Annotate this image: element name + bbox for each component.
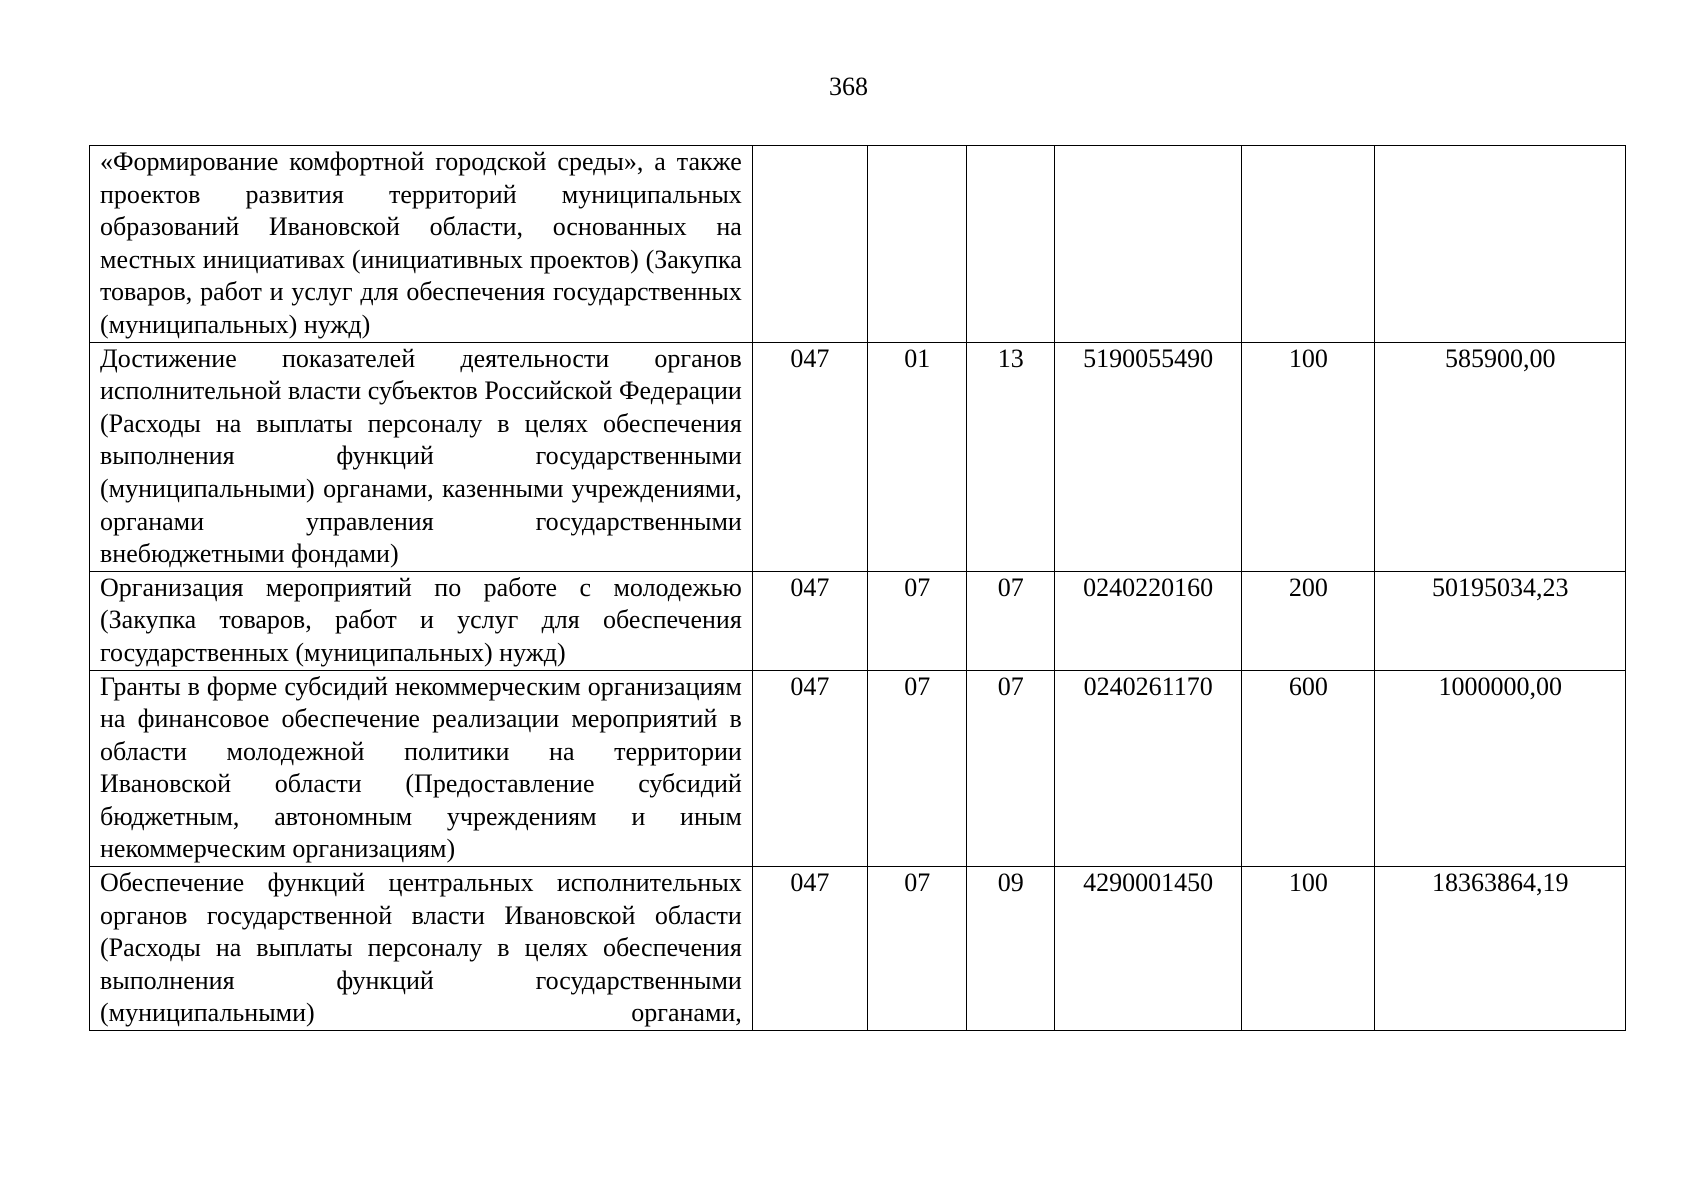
section-code-cell	[868, 146, 967, 343]
subsection-code-cell: 09	[967, 867, 1055, 1031]
ministry-code-cell: 047	[752, 342, 867, 571]
ministry-code-cell: 047	[752, 571, 867, 670]
section-code-cell: 07	[868, 670, 967, 867]
target-article-cell: 5190055490	[1055, 342, 1242, 571]
subsection-code-cell: 13	[967, 342, 1055, 571]
target-article-cell: 0240261170	[1055, 670, 1242, 867]
amount-cell: 1000000,00	[1375, 670, 1626, 867]
target-article-cell	[1055, 146, 1242, 343]
expense-type-cell: 100	[1242, 342, 1375, 571]
ministry-code-cell: 047	[752, 867, 867, 1031]
row-description: «Формирование комфортной городской среды», а также проектов развития территорий муниципальных образований Ивановской области, основанных на местных инициативах (инициативных проектов) (Закупка товаров, работ и услуг для обеспечения государственных (муниципальных) нужд)	[90, 146, 753, 343]
target-article-cell: 0240220160	[1055, 571, 1242, 670]
expense-type-cell: 600	[1242, 670, 1375, 867]
subsection-code-cell	[967, 146, 1055, 343]
amount-cell	[1375, 146, 1626, 343]
row-description: Достижение показателей деятельности органов исполнительной власти субъектов Российской Федерации (Расходы на выплаты персоналу в целях обеспечения выполнения функций государственными (муниципальными) органами, казенными учреждениями, органами управления государственными внебюджетными фондами)	[90, 342, 753, 571]
table-row	[90, 342, 1626, 571]
budget-table	[89, 145, 1626, 1031]
ministry-code-cell: 047	[752, 670, 867, 867]
table-row	[90, 670, 1626, 867]
table-row	[90, 146, 1626, 343]
table-row	[90, 571, 1626, 670]
page-number: 368	[829, 72, 868, 101]
ministry-code-cell	[752, 146, 867, 343]
subsection-code-cell: 07	[967, 571, 1055, 670]
row-description: Организация мероприятий по работе с молодежью (Закупка товаров, работ и услуг для обеспечения государственных (муниципальных) нужд)	[90, 571, 753, 670]
target-article-cell: 4290001450	[1055, 867, 1242, 1031]
section-code-cell: 07	[868, 571, 967, 670]
expense-type-cell: 100	[1242, 867, 1375, 1031]
subsection-code-cell: 07	[967, 670, 1055, 867]
expense-type-cell	[1242, 146, 1375, 343]
table-row	[90, 867, 1626, 1031]
expense-type-cell: 200	[1242, 571, 1375, 670]
row-description: Гранты в форме субсидий некоммерческим организациям на финансовое обеспечение реализации мероприятий в области молодежной политики на территории Ивановской области (Предоставление субсидий бюджетным, автономным учреждениям и иным некоммерческим организациям)	[90, 670, 753, 867]
amount-cell: 18363864,19	[1375, 867, 1626, 1031]
amount-cell: 50195034,23	[1375, 571, 1626, 670]
row-description: Обеспечение функций центральных исполнительных органов государственной власти Ивановской области (Расходы на выплаты персоналу в целях обеспечения выполнения функций государственными (муниципальными) органами,	[90, 867, 753, 1031]
section-code-cell: 07	[868, 867, 967, 1031]
amount-cell: 585900,00	[1375, 342, 1626, 571]
section-code-cell: 01	[868, 342, 967, 571]
